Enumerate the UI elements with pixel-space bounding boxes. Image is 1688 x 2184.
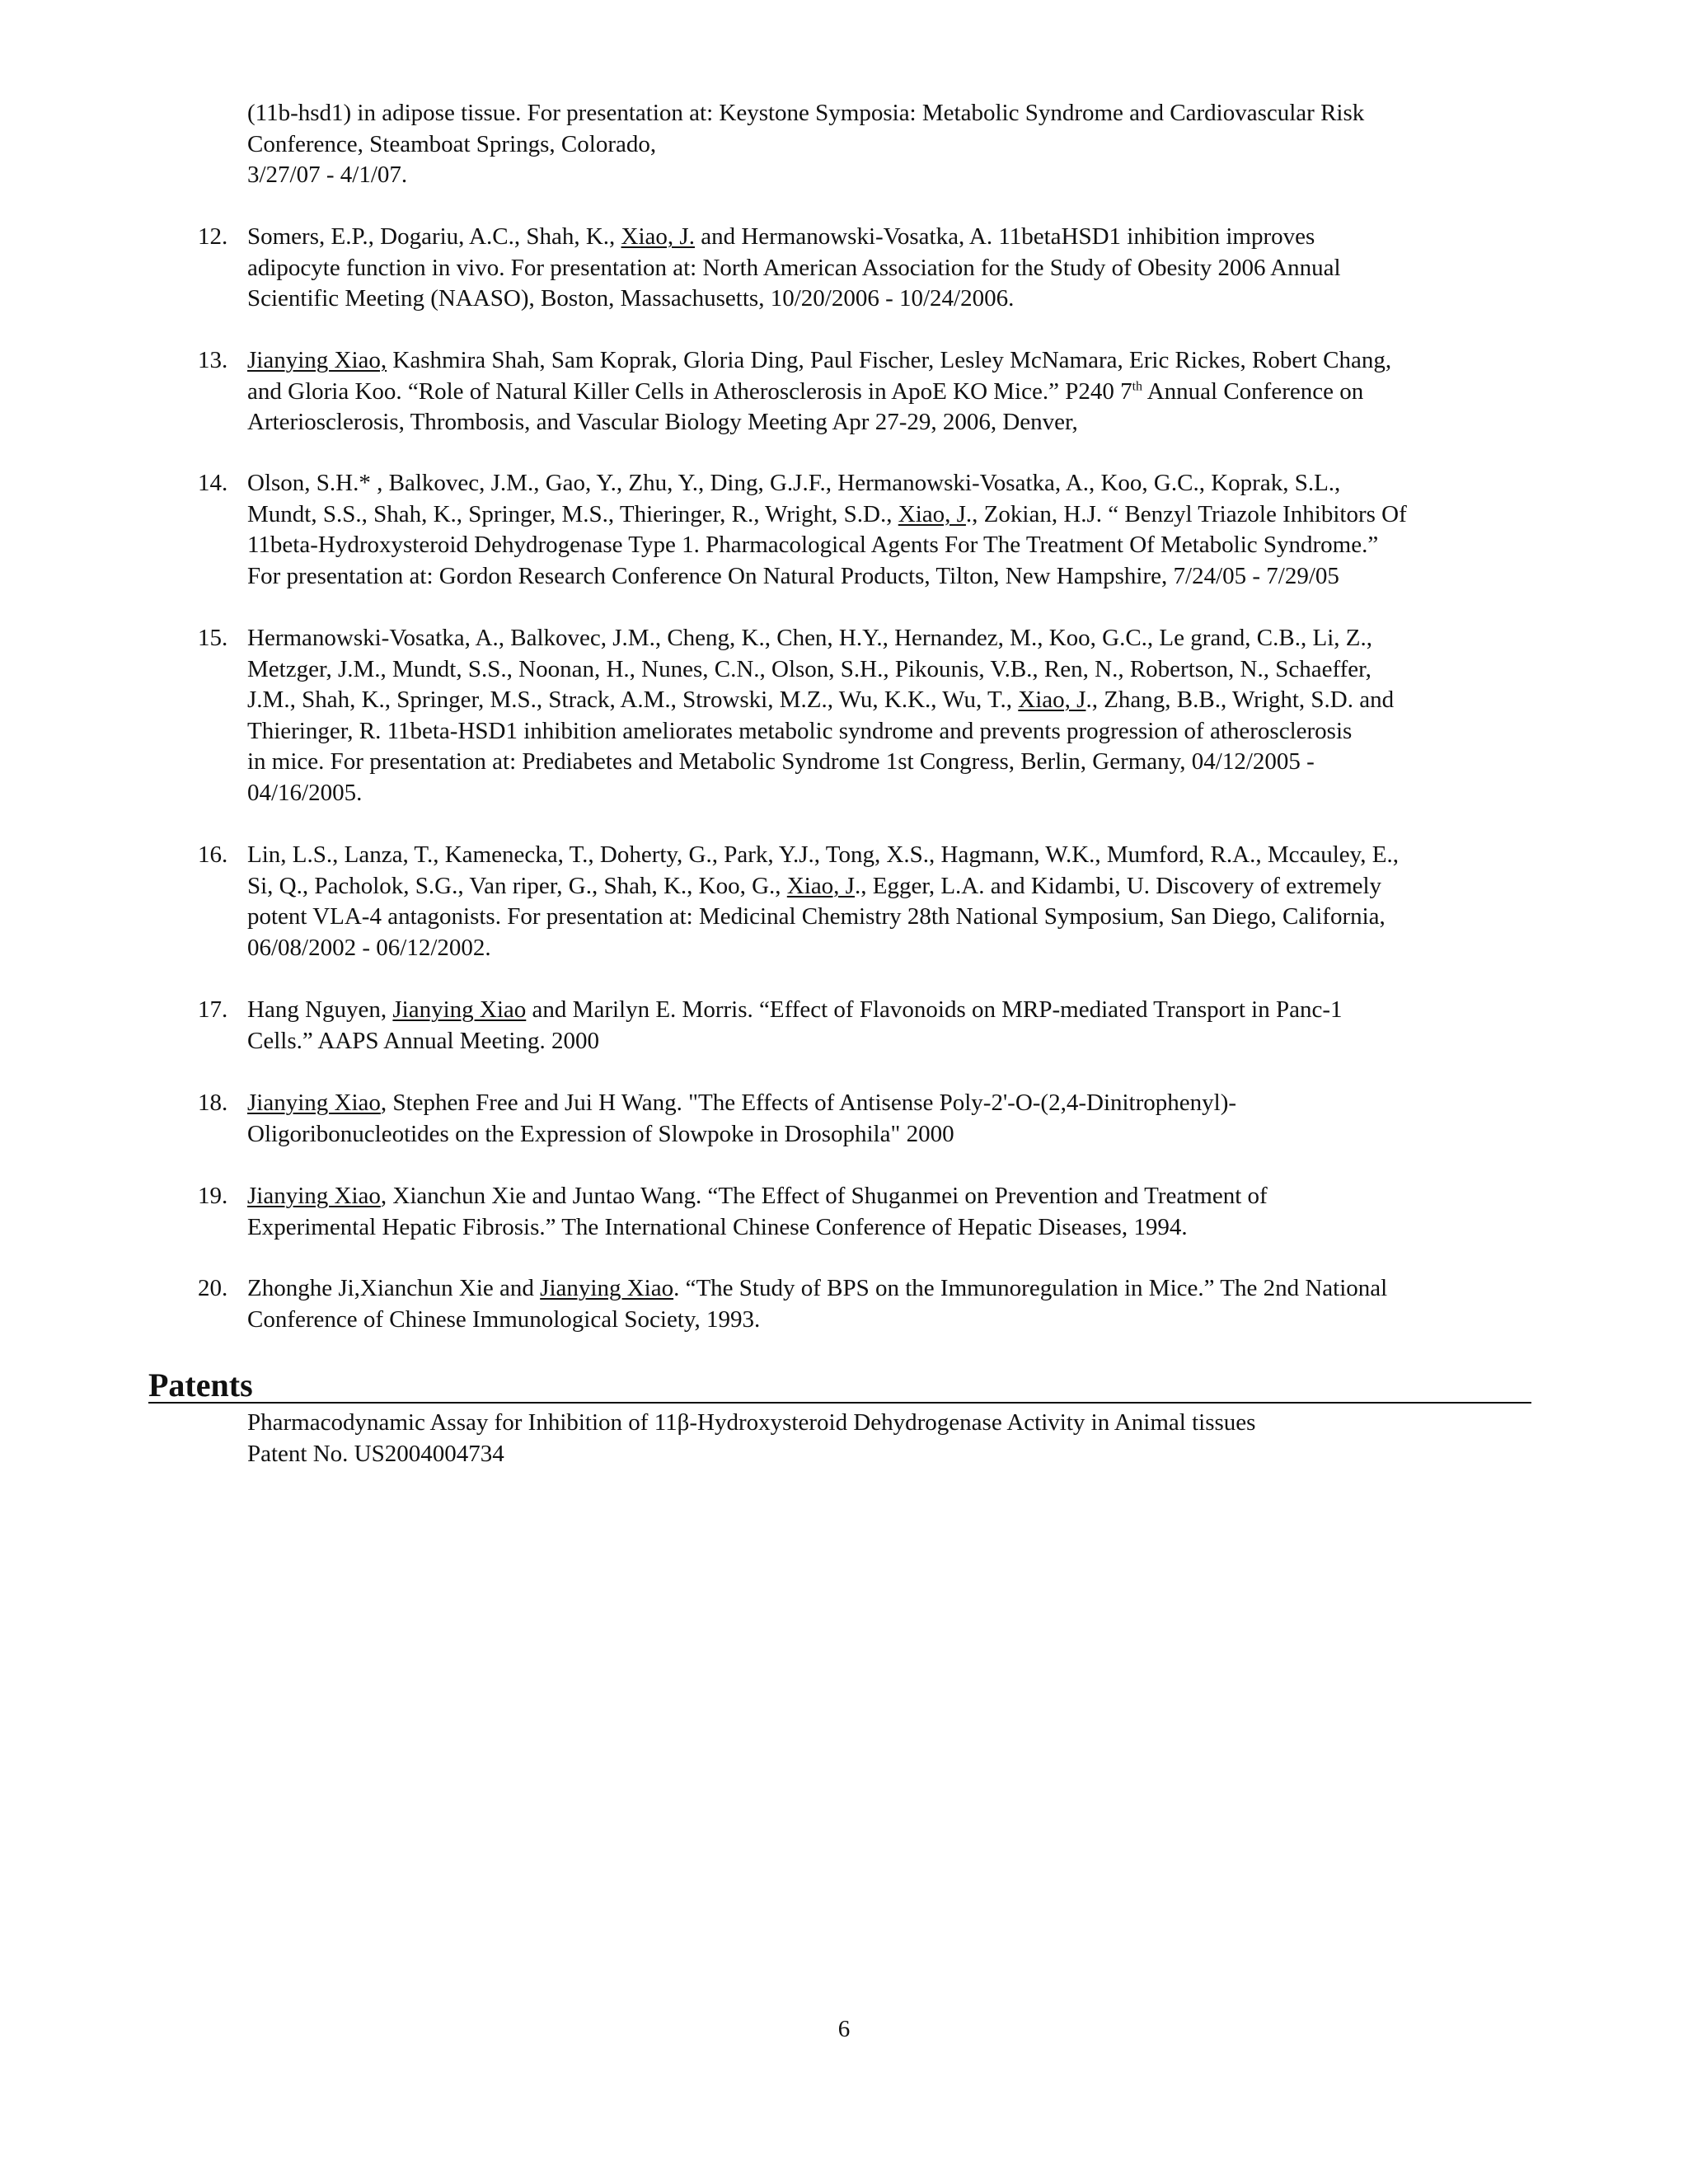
entry-number: 19. — [198, 1183, 228, 1209]
text-segment: Olson, S.H.* , Balkovec, J.M., Gao, Y., Zhu, Y., Ding, G.J.F., Hermanowski-Vosatka, A., Koo, G.C., Koprak, S.L., — [247, 470, 1341, 496]
entry-text — [247, 468, 1548, 592]
text-segment: ., Zhang, B.B., Wright, S.D. and — [1085, 687, 1395, 713]
patent-number: Patent No. US2004004734 — [247, 1440, 504, 1467]
text-line: 3/27/07 - 4/1/07. — [247, 162, 408, 188]
entry-text — [247, 1088, 1548, 1150]
text-line: (11b-hsd1) in adipose tissue. For presentation at: Keystone Symposia: Metabolic Syndrome and Cardiovascular Risk — [247, 100, 1365, 126]
text-segment: in mice. For presentation at: Prediabetes and Metabolic Syndrome 1st Congress, Berlin, Germany, 04/12/2005 - — [247, 748, 1315, 775]
continuation-paragraph — [247, 98, 1541, 191]
publication-entry-12 — [198, 222, 1550, 315]
text-line — [247, 1305, 1548, 1336]
text-segment: 04/16/2005. — [247, 779, 363, 806]
text-segment: 11beta-Hydroxysteroid Dehydrogenase Type 1. Pharmacological Agents For The Treatment Of Metabolic Syndrome.” — [247, 532, 1379, 558]
text-segment: adipocyte function in vivo. For presentation at: North American Association for the Study of Obesity 2006 Annual — [247, 254, 1341, 281]
entry-number: 18. — [198, 1090, 228, 1116]
text-segment: . “The Study of BPS on the Immunoregulation in Mice.” The 2nd National — [673, 1275, 1388, 1301]
text-segment: potent VLA-4 antagonists. For presentation at: Medicinal Chemistry 28th National Symposium, San Diego, California, — [247, 903, 1386, 930]
text-segment: ., Egger, L.A. and Kidambi, U. Discovery of extremely — [854, 872, 1382, 899]
text-line — [247, 468, 1548, 499]
page-number: 6 — [837, 2016, 851, 2042]
text-line — [247, 902, 1548, 933]
section-divider — [148, 1402, 1531, 1404]
text-segment: Hang Nguyen, — [247, 996, 393, 1023]
text-line — [247, 654, 1548, 686]
text-line — [247, 1212, 1548, 1244]
entry-number: 13. — [198, 347, 228, 373]
text-line — [247, 995, 1548, 1026]
section-heading-patents: Patents — [148, 1366, 253, 1404]
patent-title: Pharmacodynamic Assay for Inhibition of 11β-Hydroxysteroid Dehydrogenase Activity in Animal tissues — [247, 1409, 1256, 1436]
text-line — [247, 284, 1548, 315]
text-segment: and Gloria Koo. “Role of Natural Killer Cells in Atherosclerosis in ApoE KO Mice.” P240 7 — [247, 377, 1132, 405]
text-segment: , Xianchun Xie and Juntao Wang. “The Effect of Shuganmei on Prevention and Treatment of — [380, 1183, 1268, 1209]
entry-number: 17. — [198, 996, 228, 1023]
publication-entry-20 — [198, 1273, 1550, 1335]
publication-entry-14 — [198, 468, 1550, 592]
text-line — [247, 222, 1548, 253]
text-line — [247, 747, 1548, 778]
entry-number: 15. — [198, 625, 228, 651]
text-line — [247, 933, 1548, 964]
text-segment: For presentation at: Gordon Research Conference On Natural Products, Tilton, New Hampshire, 7/24/05 - 7/29/05 — [247, 562, 1339, 589]
text-line — [247, 1119, 1548, 1151]
entry-number: 12. — [198, 223, 228, 250]
text-line — [247, 1026, 1548, 1057]
text-segment: Arteriosclerosis, Thrombosis, and Vascular Biology Meeting Apr 27-29, 2006, Denver, — [247, 409, 1078, 435]
text-segment: Experimental Hepatic Fibrosis.” The International Chinese Conference of Hepatic Diseases, 1994. — [247, 1213, 1188, 1240]
entry-number: 20. — [198, 1275, 228, 1301]
entry-text — [247, 222, 1548, 315]
text-segment: Hermanowski-Vosatka, A., Balkovec, J.M., Cheng, K., Chen, H.Y., Hernandez, M., Koo, G.C., Le grand, C.B., Li, Z., — [247, 625, 1372, 651]
text-segment: Mundt, S.S., Shah, K., Springer, M.S., Thieringer, R., Wright, S.D., — [247, 500, 898, 527]
text-line — [247, 345, 1548, 377]
text-segment: and Marilyn E. Morris. “Effect of Flavonoids on MRP-mediated Transport in Panc-1 — [526, 996, 1343, 1023]
text-line — [247, 1273, 1548, 1305]
text-segment: Scientific Meeting (NAASO), Boston, Massachusetts, 10/20/2006 - 10/24/2006. — [247, 285, 1015, 312]
publication-entry-16 — [198, 840, 1550, 963]
text-segment: and Hermanowski-Vosatka, A. 11betaHSD1 inhibition improves — [694, 223, 1315, 250]
text-line — [247, 561, 1548, 593]
author-name-underlined: Xiao, J — [1018, 687, 1086, 713]
author-name-underlined: Jianying Xiao — [392, 996, 527, 1023]
entry-text — [247, 840, 1548, 963]
text-line — [247, 778, 1548, 809]
text-segment: Somers, E.P., Dogariu, A.C., Shah, K., — [247, 223, 621, 250]
text-segment: Conference of Chinese Immunological Society, 1993. — [247, 1305, 761, 1333]
text-line: Conference, Steamboat Springs, Colorado, — [247, 130, 657, 157]
text-line — [247, 1181, 1548, 1212]
publication-entry-17 — [198, 995, 1550, 1057]
text-segment: 06/08/2002 - 06/12/2002. — [247, 934, 491, 961]
author-name-underlined: Jianying Xiao — [247, 1183, 381, 1209]
text-line — [247, 407, 1548, 438]
author-name-underlined: Jianying Xiao — [247, 1090, 381, 1116]
text-line — [247, 871, 1548, 902]
text-segment: J.M., Shah, K., Springer, M.S., Strack, A.M., Strowski, M.Z., Wu, K.K., Wu, T., — [247, 687, 1019, 713]
text-segment: Thieringer, R. 11beta-HSD1 inhibition ameliorates metabolic syndrome and prevents progression of atherosclerosis — [247, 717, 1353, 744]
text-segment: , Stephen Free and Jui H Wang. "The Effects of Antisense Poly-2'-O-(2,4-Dinitrophenyl)- — [380, 1090, 1237, 1116]
text-segment: Metzger, J.M., Mundt, S.S., Noonan, H., Nunes, C.N., Olson, S.H., Pikounis, V.B., Ren, N., Robertson, N., Schaeffer, — [247, 655, 1372, 682]
text-segment: Cells.” AAPS Annual Meeting. 2000 — [247, 1027, 599, 1054]
author-name-underlined: Xiao, J. — [621, 223, 695, 250]
entry-number: 14. — [198, 470, 228, 496]
entry-text — [247, 345, 1548, 438]
text-line — [247, 530, 1548, 561]
text-line — [247, 377, 1548, 408]
text-segment: Annual Conference on — [1142, 377, 1364, 405]
ordinal-superscript: th — [1132, 378, 1143, 393]
text-segment: Zhonghe Ji,Xianchun Xie and — [247, 1275, 541, 1301]
entry-text — [247, 623, 1548, 808]
text-line — [247, 1088, 1548, 1119]
text-line — [247, 253, 1548, 284]
text-line — [247, 716, 1548, 748]
text-line — [247, 623, 1548, 654]
text-segment: Lin, L.S., Lanza, T., Kamenecka, T., Doherty, G., Park, Y.J., Tong, X.S., Hagmann, W.K., Mumford, R.A., Mccauley, E., — [247, 841, 1399, 868]
author-name-underlined: Jianying Xiao — [540, 1275, 674, 1301]
text-line — [247, 840, 1548, 871]
entry-number: 16. — [198, 841, 228, 868]
text-segment: Oligoribonucleotides on the Expression of Slowpoke in Drosophila" 2000 — [247, 1120, 954, 1147]
text-line — [247, 685, 1548, 716]
entry-text — [247, 995, 1548, 1057]
author-name-underlined: Xiao, J — [898, 500, 966, 527]
author-name-underlined: Xiao, J — [786, 872, 855, 899]
patent-entry — [247, 1408, 1533, 1469]
publication-entry-13 — [198, 345, 1550, 438]
publication-entry-18 — [198, 1088, 1550, 1150]
text-segment: Si, Q., Pacholok, S.G., Van riper, G., Shah, K., Koo, G., — [247, 872, 787, 899]
author-name-underlined: Jianying Xiao, — [247, 347, 387, 373]
text-segment: Kashmira Shah, Sam Koprak, Gloria Ding, Paul Fischer, Lesley McNamara, Eric Rickes, Robert Chang, — [387, 347, 1392, 373]
text-line — [247, 499, 1548, 531]
publication-entry-19 — [198, 1181, 1550, 1243]
entry-text — [247, 1181, 1548, 1243]
publication-entry-15 — [198, 623, 1550, 808]
entry-text — [247, 1273, 1548, 1335]
text-segment: ., Zokian, H.J. “ Benzyl Triazole Inhibitors Of — [965, 500, 1407, 527]
